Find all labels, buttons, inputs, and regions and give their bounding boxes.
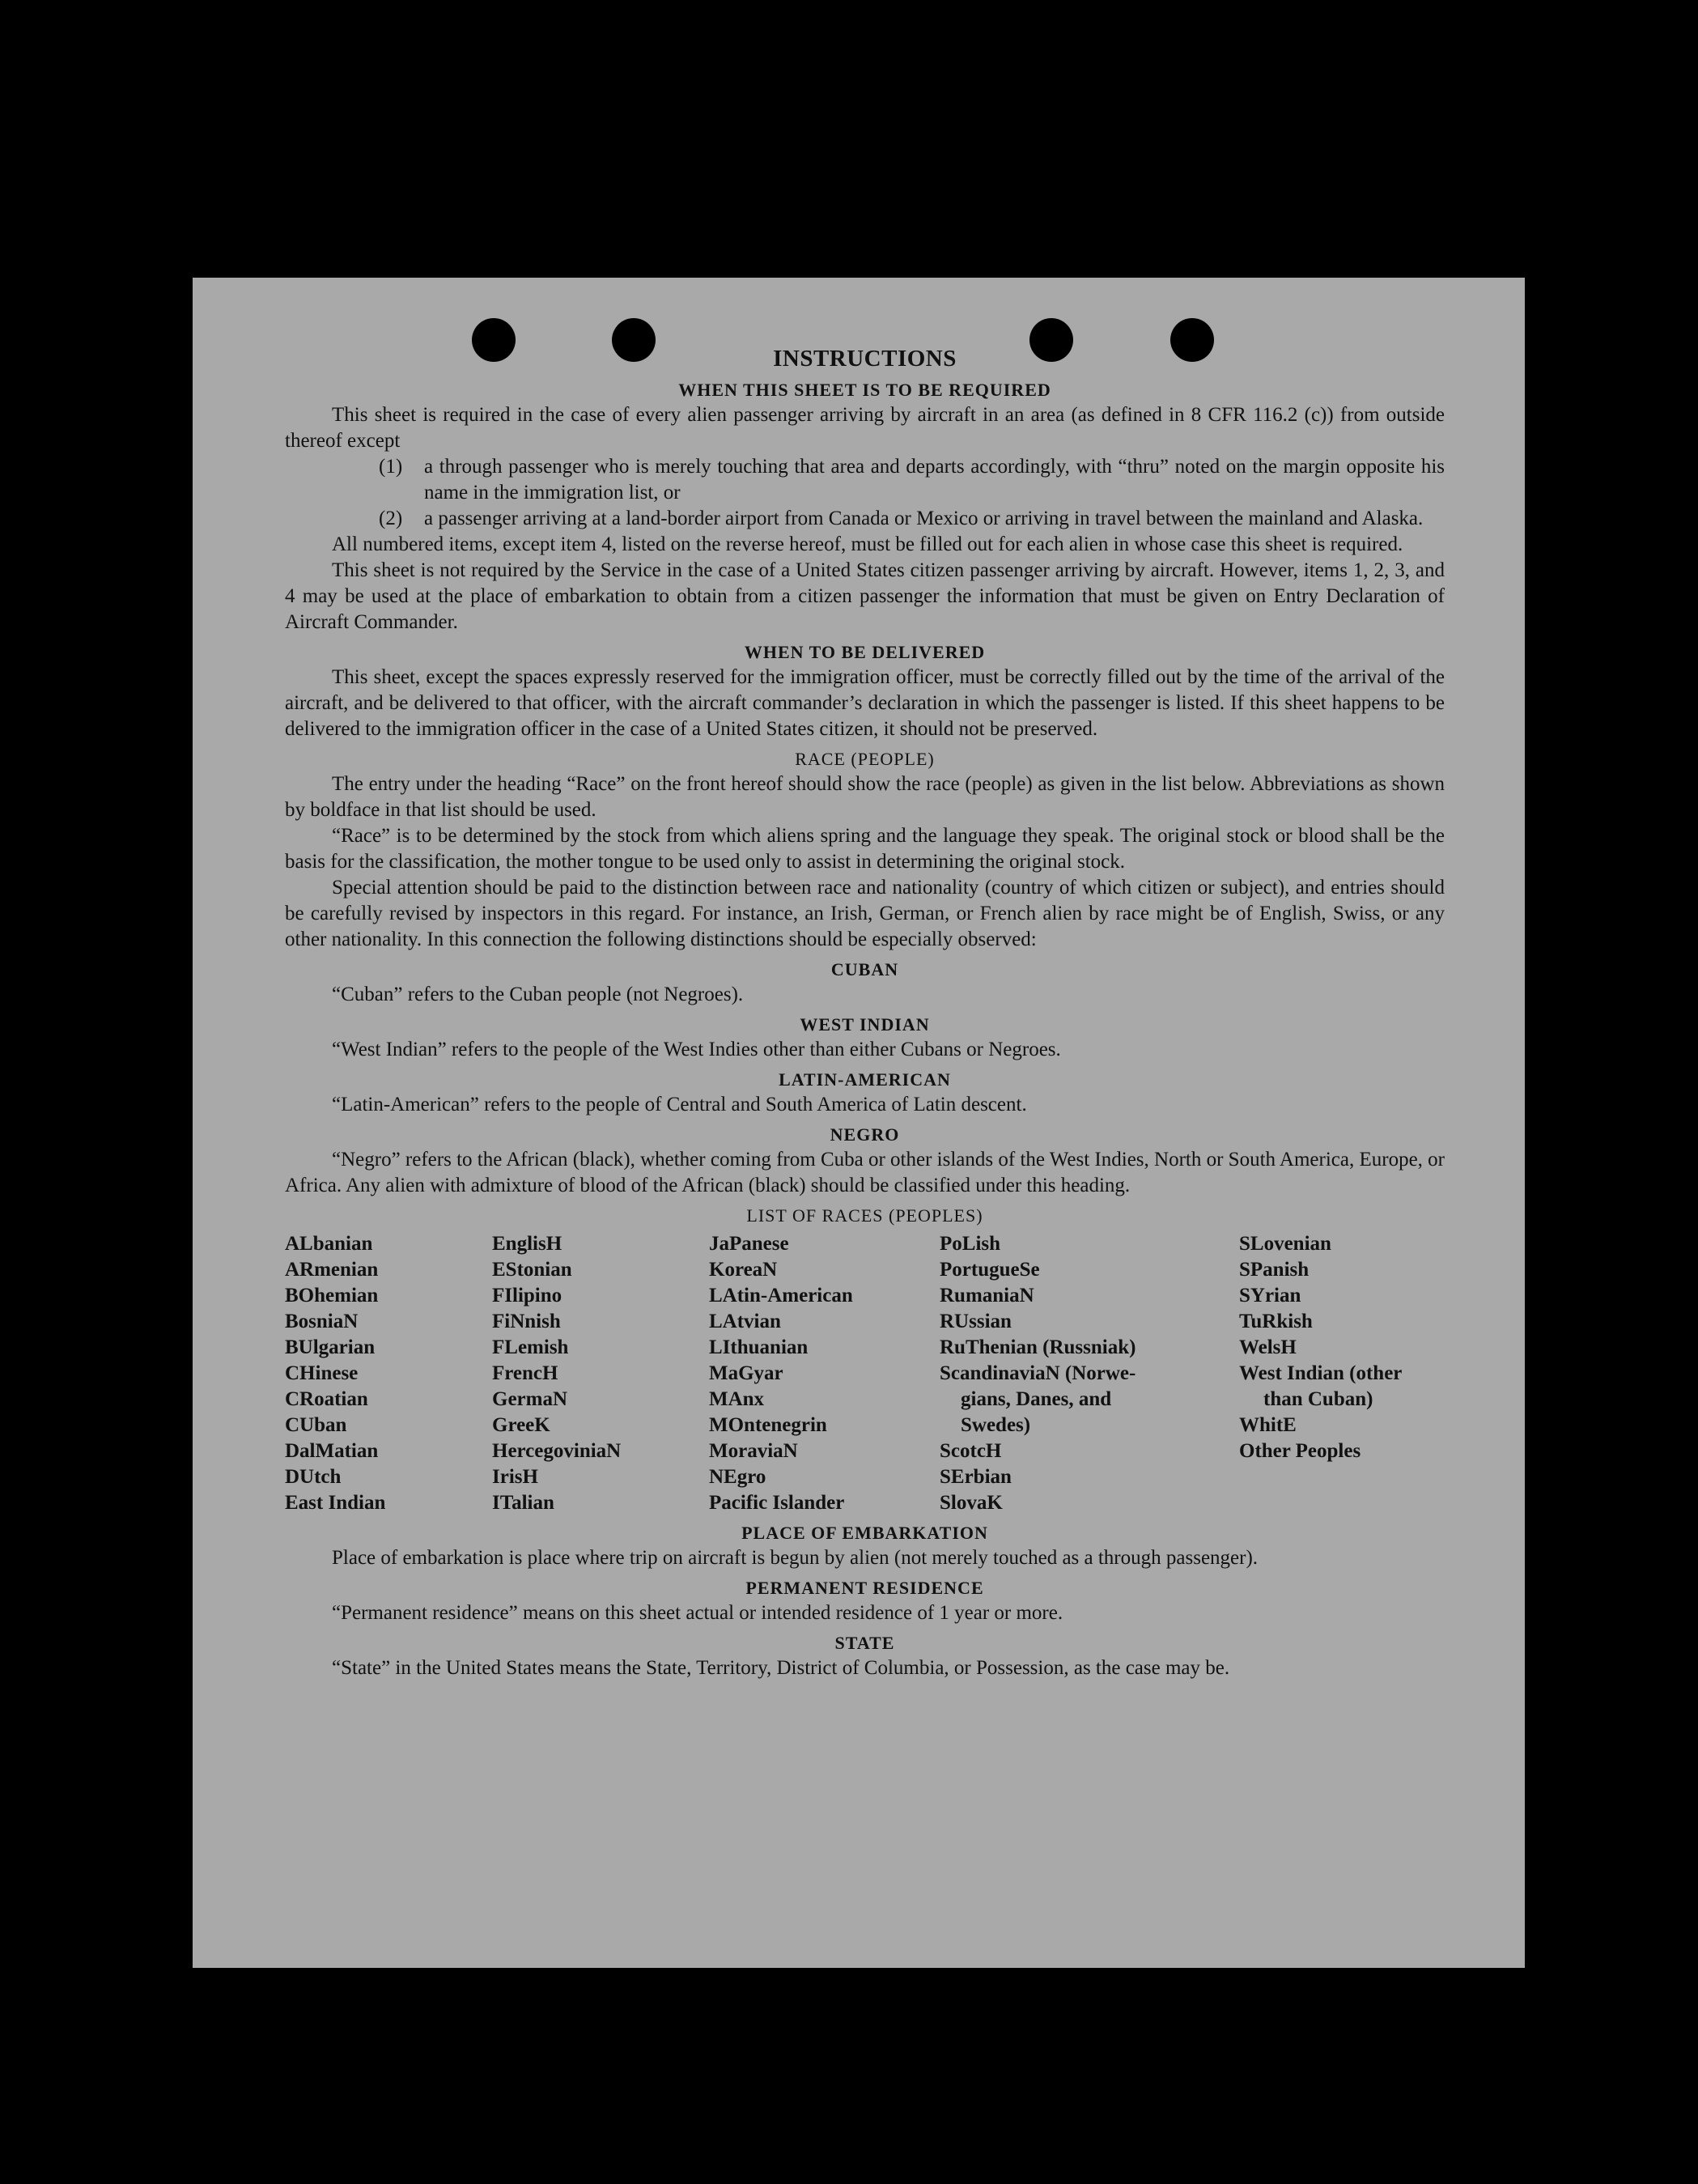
race-item: TuRkish	[1239, 1311, 1313, 1332]
race-item: EStonian	[492, 1259, 572, 1281]
race-item: LAtvian	[709, 1311, 781, 1332]
race-item: Other Peoples	[1239, 1440, 1361, 1462]
paragraph: This sheet, except the spaces expressly reserved for the immigration officer, must be correctly filled out by the time of the arrival of the aircraft, and be delivered to that officer, with the aircraft commander’s declaration in which the passenger is listed. If this sheet happens to be delivered to the immigration officer in the case of a United States citizen, it should not be preserved.	[285, 666, 1445, 740]
heading-state: STATE	[834, 1633, 895, 1653]
race-item: WelsH	[1239, 1336, 1297, 1358]
heading-place-of-embarkation: PLACE OF EMBARKATION	[741, 1523, 988, 1543]
heading-cuban: CUBAN	[830, 959, 899, 979]
list-item	[379, 506, 1445, 532]
race-item: BUlgarian	[285, 1336, 376, 1358]
race-item: RuThenian (Russniak)	[940, 1336, 1136, 1358]
race-item: SErbian	[940, 1466, 1012, 1488]
instructions-content	[285, 344, 1445, 1681]
race-item: JaPanese	[709, 1233, 789, 1255]
paragraph: “Cuban” refers to the Cuban people (not Negroes).	[332, 984, 744, 1005]
race-item: West Indian (other	[1239, 1362, 1403, 1384]
race-item: GreeK	[492, 1414, 550, 1436]
heading-latin-american: LATIN-AMERICAN	[779, 1069, 951, 1090]
race-item: SYrian	[1239, 1285, 1301, 1307]
race-item: DUtch	[285, 1466, 342, 1488]
race-item: than Cuban)	[1263, 1388, 1373, 1410]
item-number: (1)	[379, 456, 403, 478]
paragraph: “Race” is to be determined by the stock from which aliens spring and the language they speak. The original stock or blood shall be the basis for the classification, the mother tongue to be used only to assist in determining the original stock.	[285, 825, 1445, 873]
list-item	[379, 454, 1445, 506]
race-item: FrencH	[492, 1362, 558, 1384]
race-item: WhitE	[1239, 1414, 1297, 1436]
race-item: LAtin-American	[709, 1285, 853, 1307]
race-item: MoraviaN	[709, 1440, 798, 1462]
paragraph: This sheet is not required by the Service in the case of a United States citizen passenger arriving by aircraft. However, items 1, 2, 3, and 4 may be used at the place of embarkation to obtain from a citizen passenger the information that must be given on Entry Declaration of Aircraft Commander.	[285, 559, 1445, 633]
race-item: ITalian	[492, 1492, 554, 1514]
race-item: SLovenian	[1239, 1233, 1331, 1255]
races-column	[709, 1231, 940, 1516]
race-item: MAnx	[709, 1388, 765, 1410]
race-item: ARmenian	[285, 1259, 379, 1281]
race-item: FIlipino	[492, 1285, 562, 1307]
paragraph: “State” in the United States means the State, Territory, District of Columbia, or Possession, as the case may be.	[332, 1657, 1230, 1679]
race-item: East Indian	[285, 1492, 386, 1514]
race-item: BOhemian	[285, 1285, 379, 1307]
race-item: DalMatian	[285, 1440, 379, 1462]
paragraph: Place of embarkation is place where trip on aircraft is begun by alien (not merely touched as a through passenger).	[332, 1547, 1259, 1569]
race-item: Pacific Islander	[709, 1492, 845, 1514]
race-item: SlovaK	[940, 1492, 1003, 1514]
race-item: MaGyar	[709, 1362, 783, 1384]
race-item: KoreaN	[709, 1259, 778, 1281]
race-item: PortugueSe	[940, 1259, 1040, 1281]
paragraph: The entry under the heading “Race” on the front hereof should show the race (people) as given in the list below. Abbreviations as shown by boldface in that list should be used.	[285, 773, 1445, 821]
paragraph: “West Indian” refers to the people of the West Indies other than either Cubans or Negroes.	[332, 1039, 1061, 1060]
races-column	[492, 1231, 709, 1516]
race-item: ScotcH	[940, 1440, 1002, 1462]
race-item: FLemish	[492, 1336, 569, 1358]
race-item: IrisH	[492, 1466, 538, 1488]
heading-list-of-races: LIST OF RACES (PEOPLES)	[746, 1205, 983, 1226]
heading-race: RACE (PEOPLE)	[795, 749, 935, 769]
item-text: a passenger arriving at a land-border airport from Canada or Mexico or arriving in travel between the mainland and Alaska.	[424, 508, 1424, 529]
race-item: RUssian	[940, 1311, 1012, 1332]
races-column	[940, 1231, 1239, 1516]
heading-west-indian: WEST INDIAN	[800, 1014, 930, 1035]
race-item: CUban	[285, 1414, 347, 1436]
race-item: SPanish	[1239, 1259, 1310, 1281]
race-item: ALbanian	[285, 1233, 373, 1255]
heading-permanent-residence: PERMANENT RESIDENCE	[745, 1578, 984, 1598]
paragraph: All numbered items, except item 4, listed on the reverse hereof, must be filled out for each alien in whose case this sheet is required.	[332, 533, 1403, 555]
race-item: NEgro	[709, 1466, 766, 1488]
page-title: INSTRUCTIONS	[773, 346, 957, 372]
race-item: CRoatian	[285, 1388, 368, 1410]
races-column	[1239, 1231, 1445, 1516]
document-sheet	[193, 278, 1525, 1968]
paragraph: This sheet is required in the case of every alien passenger arriving by aircraft in an area (as defined in 8 CFR 116.2 (c)) from outside thereof except	[285, 404, 1445, 452]
item-text: a through passenger who is merely touching that area and departs accordingly, with “thru” noted on the margin opposite his name in the immigration list, or	[424, 456, 1445, 504]
heading-when-required: WHEN THIS SHEET IS TO BE REQUIRED	[678, 380, 1051, 400]
race-item: GermaN	[492, 1388, 568, 1410]
race-item: HercegoviniaN	[492, 1440, 622, 1462]
race-item: BosniaN	[285, 1311, 359, 1332]
race-item: ScandinaviaN (Norwe-	[940, 1362, 1136, 1384]
paragraph: Special attention should be paid to the distinction between race and nationality (country of which citizen or subject), and entries should be carefully revised by inspectors in this regard. For instance, an Irish, German, or French alien by race might be of English, Swiss, or any other nationality. In this connection the following distinctions should be especially observed:	[285, 877, 1445, 950]
race-item: gians, Danes, and	[961, 1388, 1112, 1410]
race-item: LIthuanian	[709, 1336, 809, 1358]
races-column	[285, 1231, 492, 1516]
paragraph: “Latin-American” refers to the people of Central and South America of Latin descent.	[332, 1094, 1027, 1115]
race-item: MOntenegrin	[709, 1414, 827, 1436]
race-item: FiNnish	[492, 1311, 561, 1332]
race-item: PoLish	[940, 1233, 1001, 1255]
heading-when-delivered: WHEN TO BE DELIVERED	[744, 642, 986, 662]
heading-negro: NEGRO	[830, 1124, 900, 1145]
races-list	[285, 1231, 1445, 1516]
race-item: Swedes)	[961, 1414, 1031, 1436]
race-item: RumaniaN	[940, 1285, 1034, 1307]
paragraph: “Negro” refers to the African (black), whether coming from Cuba or other islands of the West Indies, North or South America, Europe, or Africa. Any alien with admixture of blood of the African (black) should be classified under this heading.	[285, 1149, 1445, 1196]
race-item: CHinese	[285, 1362, 359, 1384]
item-number: (2)	[379, 508, 403, 529]
paragraph: “Permanent residence” means on this sheet actual or intended residence of 1 year or more.	[332, 1602, 1063, 1624]
race-item: EnglisH	[492, 1233, 562, 1255]
